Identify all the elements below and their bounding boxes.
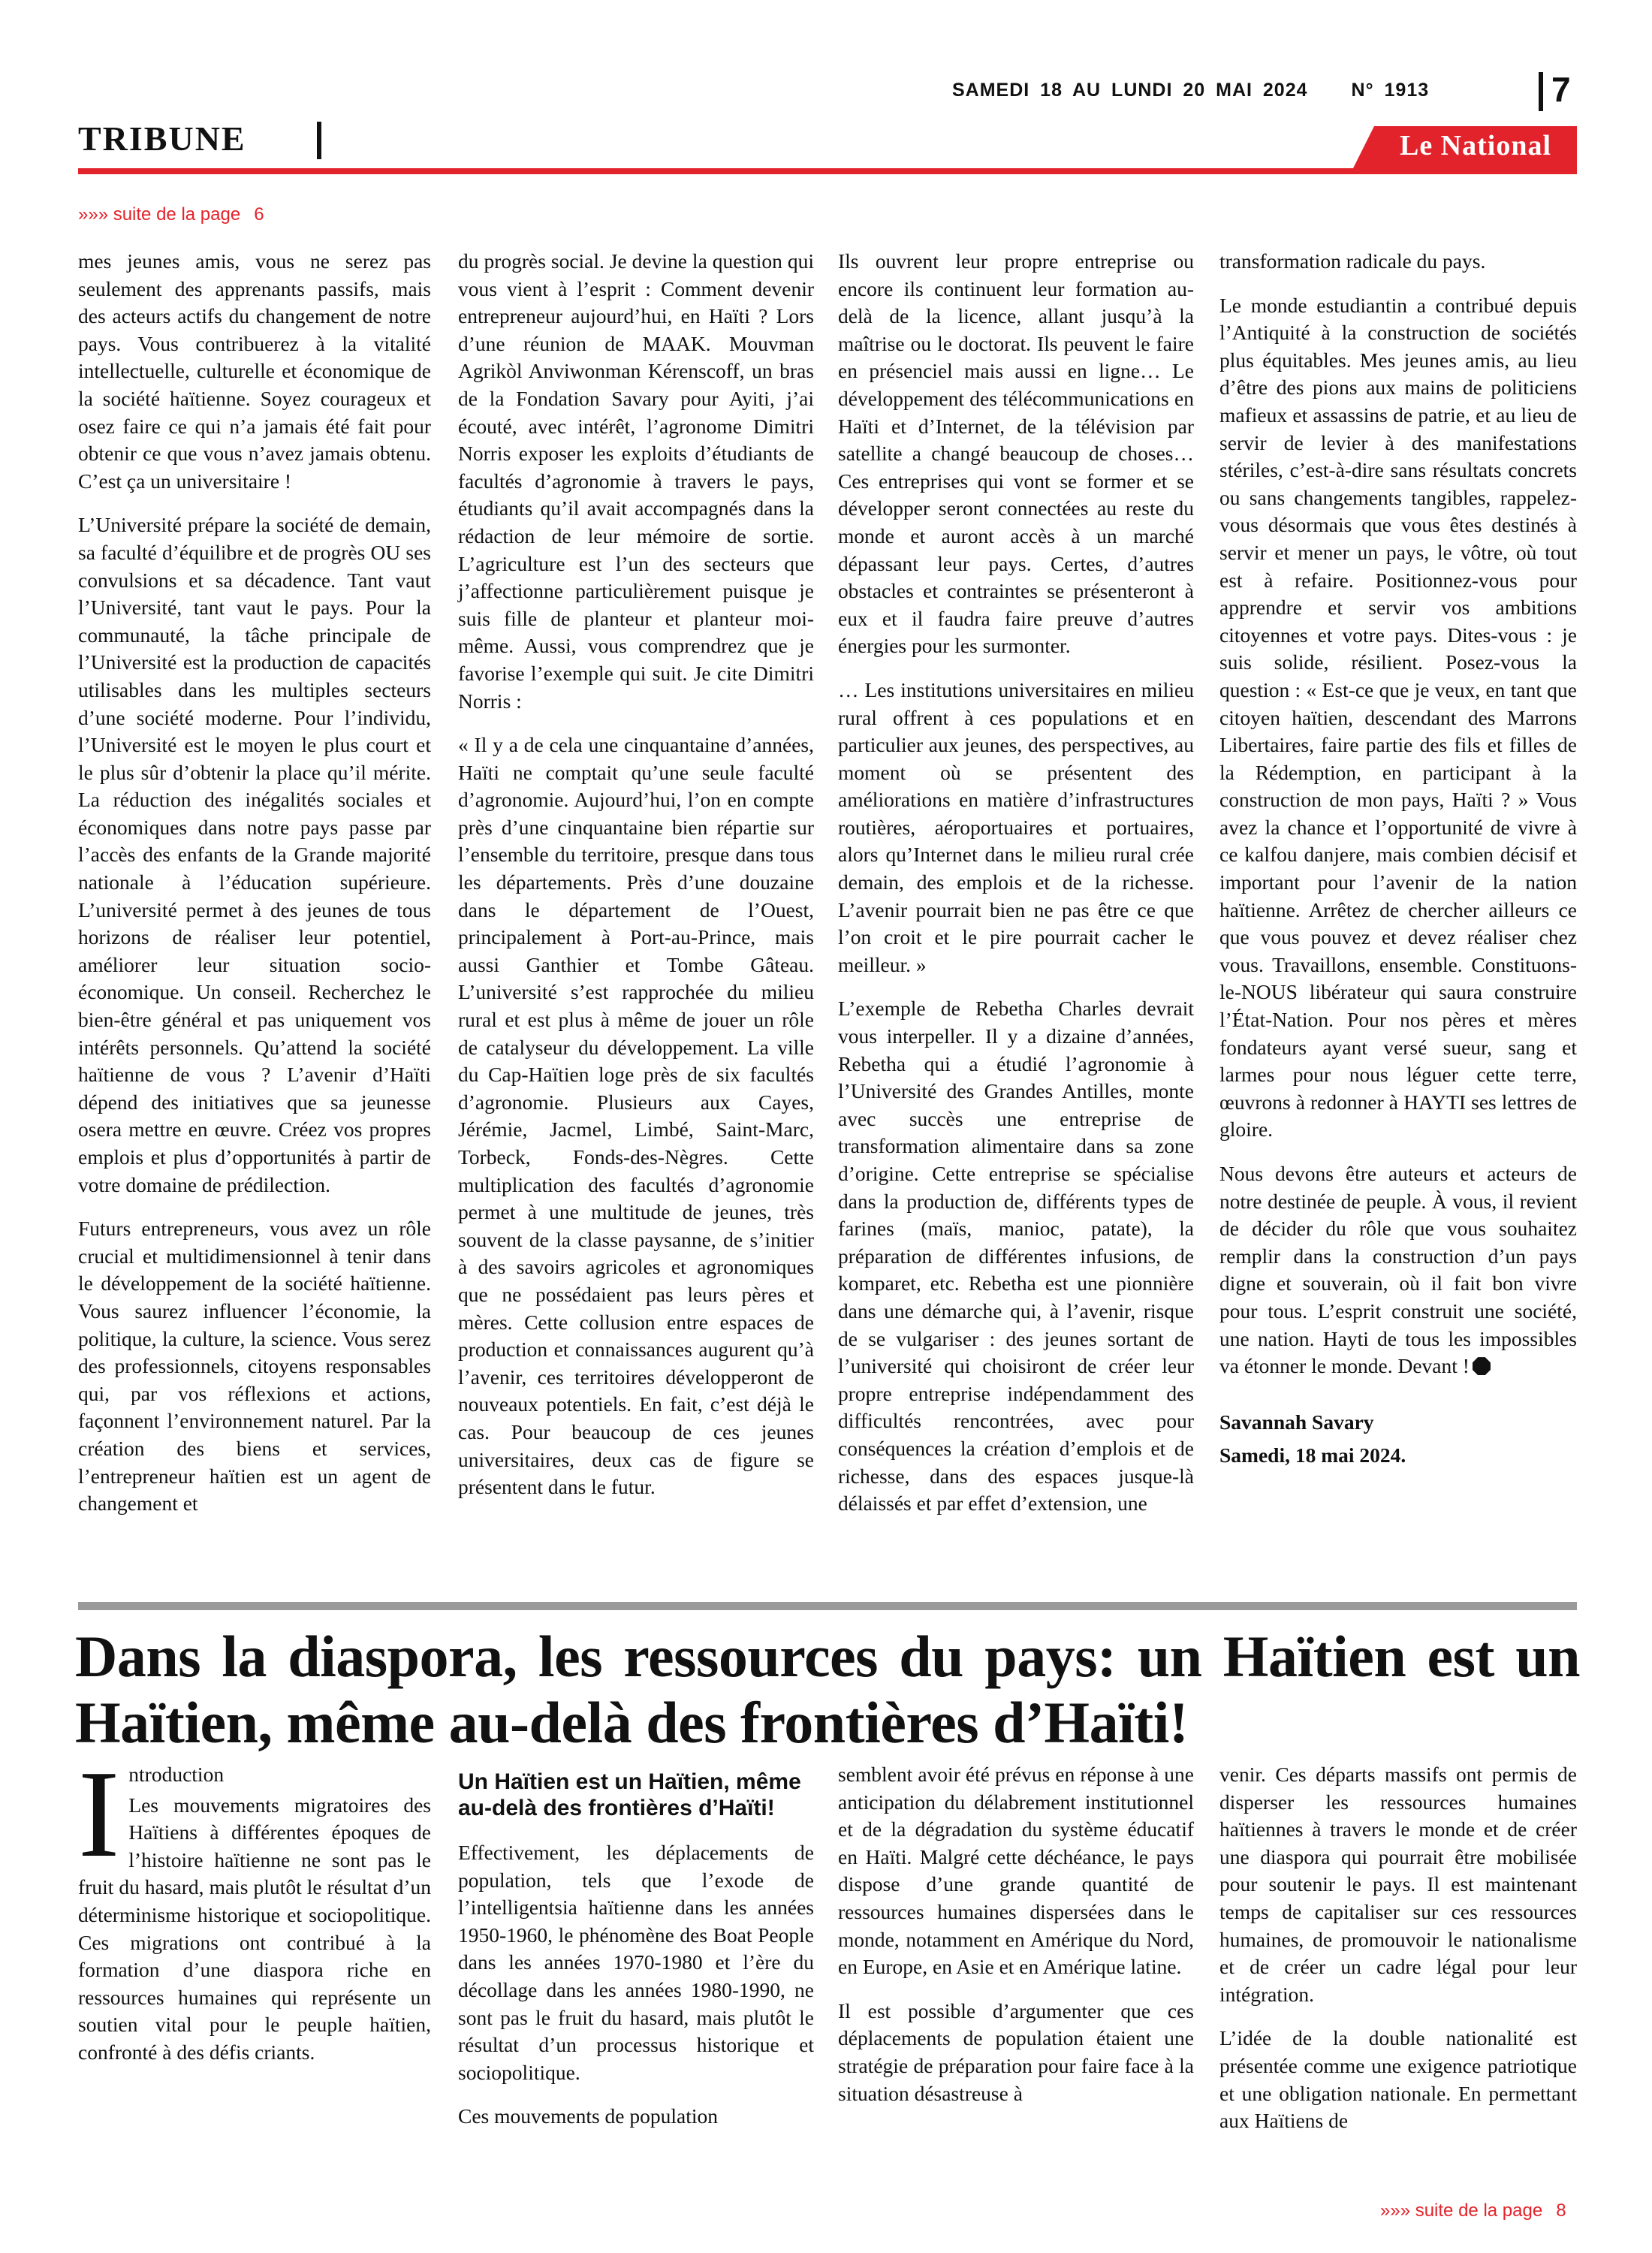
paragraph: semblent avoir été prévus en réponse à une anticipation du délabrement institutionnel et de la dégradation du système éducatif en Haïti. Malgré cette déchéance, le pays dispose d’une grande quantité de ressources humaines dispersées dans le monde, notamment en Amérique du Nord, en Europe, en Asie et en Amérique latine. (838, 1763, 1194, 1979)
issue-date: SAMEDI 18 AU LUNDI 20 MAI 2024 (952, 80, 1308, 101)
tribune-column-3 (838, 248, 1194, 1534)
paragraph (1219, 1160, 1577, 1380)
paragraph: Il est possible d’argumenter que ces déplacements de population étaient une stratégie de préparation pour faire face à la situation désastreuse à (838, 1998, 1194, 2105)
tribune-column-4 (1219, 248, 1577, 1472)
article-date: Samedi, 18 mai 2024. (1219, 1443, 1406, 1467)
section-title-divider (317, 122, 321, 159)
continued-to-link[interactable] (1380, 2200, 1566, 2221)
paragraph: « Il y a de cela une cinquantaine d’années, Haïti ne comptait qu’une seule faculté d’agronomie. Aujourd’hui, l’on en compte près d’une cinquantaine bien répartie sur l’ensemble du territoire, presque dans tous les départements. Près d’une douzaine dans le département de l’Ouest, principalement à Port-au-Prince, mais aussi Ganthier et Tombe Gâteau. L’université s’est rapprochée du milieu rural et est plus à même de jouer un rôle de catalyseur du développement. La ville du Cap-Haïtien loge près de six facultés d’agronomie. Plusieurs aux Cayes, Jérémie, Jacmel, Limbé, Saint-Marc, Torbeck, Fonds-des-Nègres. Cette multiplication des facultés d’agronomie permet à une multitude de jeunes, très souvent de la classe paysanne, de s’initier à des savoirs agricoles et agronomiques que ne possédaient pas leurs pères et mères. Cette collusion entre espaces de production et connaissances augurent qu’à l’avenir, ces territoires développeront de nouveaux potentiels. En fait, c’est déjà le cas. Pour beaucoup de ces jeunes universitaires, deux cas de figure se présentent dans le futur. (458, 733, 814, 1499)
paragraph: Effectivement, les déplacements de population, tels que l’exode de l’intelligentsia haïtienne dans les années 1950-1960, le phénomène des Boat People dans les années 1970-1980 et l’ère du décollage dans les années 1980-1990, ne sont pas le fruit du hasard, mais plutôt le résultat d’un processus historique et sociopolitique. (458, 1841, 814, 2084)
continued-from-link[interactable] (78, 204, 264, 225)
issue-date-line (952, 80, 1429, 101)
continued-to-page: 8 (1556, 2200, 1566, 2221)
end-of-article-icon (1473, 1357, 1491, 1375)
page-number-divider (1539, 72, 1543, 111)
article2-column-2 (458, 1769, 814, 2147)
drop-cap: I (78, 1745, 120, 1883)
tribune-column-1 (78, 248, 431, 1534)
article-subhead: Un Haïtien est un Haïtien, même au-delà des frontières d’Haïti! (458, 1769, 801, 1820)
page-number: 7 (1551, 70, 1571, 109)
paragraph: L’exemple de Rebetha Charles devrait vous interpeller. Il y a dizaine d’années, Rebetha qui a étudié l’agronomie à l’Université des Grandes Antilles, monte avec succès une entreprise de transformation alimentaire dans sa zone d’origine. Cette entreprise se spécialise dans la production de, différents types de farines (maïs, manioc, patate), la préparation de différentes infusions, de komparet, etc. Rebetha est une pionnière dans une démarche qui, à l’avenir, risque de se vulgariser : des jeunes sortant de l’université qui choisiront de créer leur propre entreprise indépendamment des difficultés rencontrées, avec pour conséquences la création d’emplois et de richesse, dans des espaces jusque-là délaissés et par effet d’extension, une (838, 997, 1194, 1516)
paragraph: transformation radicale du pays. (1219, 249, 1486, 273)
continued-from-page: 6 (254, 204, 264, 225)
article2-column-1 (78, 1745, 431, 2083)
paragraph: du progrès social. Je devine la question qui vous vient à l’esprit : Comment devenir entrepreneur aujourd’hui, en Haïti ? Lors d’une réunion de MAAK. Mouvman Agrikòl Anviwonman Kérenscoff, un bras de la Fondation Savary pour Ayiti, j’ai écouté, avec intérêt, l’agronome Dimitri Norris exposer les exploits d’étudiants de facultés d’agronomie à travers le pays, étudiants qu’il avait accompagnés dans la rédaction de leur mémoire de sortie. L’agriculture est l’un des secteurs que j’affectionne particulièrement puisque je suis fille de planteur et planteur moi-même. Aussi, vous comprendrez que je favorise l’exemple qui suit. Je cite Dimitri Norris : (458, 249, 814, 713)
paragraph: venir. Ces départs massifs ont permis de disperser les ressources humaines haïtiennes à travers le monde et de créer une diaspora qui pourrait être mobilisée pour soutenir le pays. Il est maintenant temps de capitaliser sur ces ressources humaines, de promouvoir le nationalisme et de créer un cadre légal pour leur intégration. (1219, 1763, 1577, 2006)
paragraph: Ces mouvements de population (458, 2104, 718, 2128)
article-divider (78, 1602, 1577, 1610)
paragraph: L’Université prépare la société de demain, sa faculté d’équilibre et de progrès OU ses convulsions et sa décadence. Tant vaut l’Université, tant vaut le pays. Pour la communauté, la tâche principale de l’Université est la production de capacités utilisables dans les multiples secteurs d’une société moderne. Pour l’individu, l’Université est le moyen le plus court et le plus sûr d’obtenir la place qu’il mérite. La réduction des inégalités sociales et économiques dans notre pays passe par l’accès des enfants de la Grande majorité nationale à l’éducation supérieure. L’université permet à des jeunes de tous horizons de réaliser leur potentiel, améliorer leur situation socio-économique. Un conseil. Recherchez le bien-être général et pas uniquement vos intérêts personnels. Qu’attend la société haïtienne de vous ? L’avenir d’Haïti dépend des initiatives que sa jeunesse osera mettre en œuvre. Créez vos propres emplois et plus d’opportunités à partir de votre domaine de prédilection. (78, 513, 431, 1196)
paragraph: Ils ouvrent leur propre entreprise ou encore ils continuent leur formation au-delà de la licence, allant jusqu’à la maîtrise ou le doctorat. Ils peuvent le faire en présenciel mais aussi en ligne… Le développement des télécommunications en Haïti et d’Internet, de la télévision par satellite a changé beaucoup de choses… Ces entreprises qui vont se former et se développer seront connectées au reste du monde et auront accès à un marché dépassant leur pays. Certes, d’autres obstacles et contraintes se présenteront à eux et il faudra faire preuve d’autres énergies pour les surmonter. (838, 249, 1194, 658)
paragraph-text: Nous devons être auteurs et acteurs de notre destinée de peuple. À vous, il revient de décider du rôle que vous souhaitez remplir dans la construction d’un pays digne et souverain, où il fait bon vivre pour tous. L’esprit construit une société, une nation. Hayti de tous les impossibles va étonner le monde. Devant ! (1219, 1162, 1577, 1378)
issue-number: N° 1913 (1351, 80, 1430, 101)
paragraph: Les mouvements migratoires des Haïtiens à différentes époques de l’histoire haïtienne ne sont pas le fruit du hasard, mais plutôt le résultat d’un déterminisme historique et sociopolitique. Ces migrations ont contribué à la formation d’une diaspora riche en ressources humaines qui représente un soutien vital pour le peuple haïtien, confronté à des défis criants. (78, 1793, 431, 2064)
tribune-column-2 (458, 248, 814, 1518)
paragraph: L’idée de la double nationalité est présentée comme une exigence patriotique et une obligation nationale. En permettant aux Haïtiens de (1219, 2026, 1577, 2133)
header-rule (78, 168, 1577, 174)
signature-block (1219, 1406, 1577, 1472)
introduction-label: ntroduction (128, 1763, 225, 1786)
continued-to-label: »»» suite de la page (1380, 2200, 1543, 2221)
paragraph: mes jeunes amis, vous ne serez pas seulement des apprenants passifs, mais des acteurs actifs du changement de notre pays. Vous contribuerez à la vitalité intellectuelle, culturelle et économique de la société haïtienne. Soyez courageux et osez faire ce qui n’a jamais été fait pour obtenir ce que vous n’avez jamais obtenu. C’est ça un universitaire ! (78, 249, 431, 493)
publication-name: Le National (1399, 130, 1552, 161)
article2-column-4 (1219, 1761, 1577, 2152)
section-title: TRIBUNE (78, 119, 246, 158)
continued-from-label: »»» suite de la page (78, 204, 241, 225)
author-name: Savannah Savary (1219, 1410, 1374, 1434)
article2-column-3 (838, 1761, 1194, 2124)
paragraph: … Les institutions universitaires en milieu rural offrent à ces populations et en particulier aux jeunes, des perspectives, au moment où se présentent des améliorations en matière d’infrastructures routières, aéroportuaires et portuaires, alors qu’Internet dans le milieu rural crée demain, des emplois et de la richesse. L’avenir pourrait bien ne pas être ce que l’on croit et le pire pourrait cacher le meilleur. » (838, 677, 1194, 976)
paragraph: Futurs entrepreneurs, vous avez un rôle crucial et multidimensionnel à tenir dans le développement de la société haïtienne. Vous saurez influencer l’économie, la politique, la culture, la science. Vous serez des professionnels, citoyens responsables qui, par vos réflexions et actions, façonnent l’environnement naturel. Par la création des biens et services, l’entrepreneur haïtien est un agent de changement et (78, 1217, 431, 1516)
paragraph: Le monde estudiantin a contribué depuis l’Antiquité à la construction de sociétés plus équitables. Mes jeunes amis, au lieu d’être des pions aux mains de politiciens mafieux et assassins de patrie, et au lieu de servir de levier à des manifestations stériles, c’est-à-dire sans résultats concrets ou sans changements tangibles, rappelez-vous désormais que vous êtes destinés à servir et mener un pays, le vôtre, où tout est à refaire. Positionnez-vous pour apprendre et servir vos ambitions citoyennes et votre pays. Dites-vous : je suis solide, résilient. Posez-vous la question : « Est-ce que je veux, en tant que citoyen haïtien, descendant des Marrons Libertaires, faire partie des fils et filles de la Rédemption, en participant à la construction de mon pays, Haïti ? » Vous avez la chance et l’opportunité de vivre à ce kalfou danjere, mais combien décisif et important pour l’avenir de la nation haïtienne. Arrêtez de chercher ailleurs ce que vous pouvez et devez réaliser chez vous. Travaillons, ensemble. Constituons-le-NOUS libérateur qui saura construire l’État-Nation. Pour nos pères et mères fondateurs ayant versé sueur, sang et larmes pour nous léguer cette terre, œuvrons à redonner à HAYTI ses lettres de gloire. (1219, 293, 1577, 1142)
article-headline: Dans la diaspora, les ressources du pays: un Haïtien est un Haïtien, même au-delà des frontières d’Haïti! (75, 1624, 1580, 1755)
